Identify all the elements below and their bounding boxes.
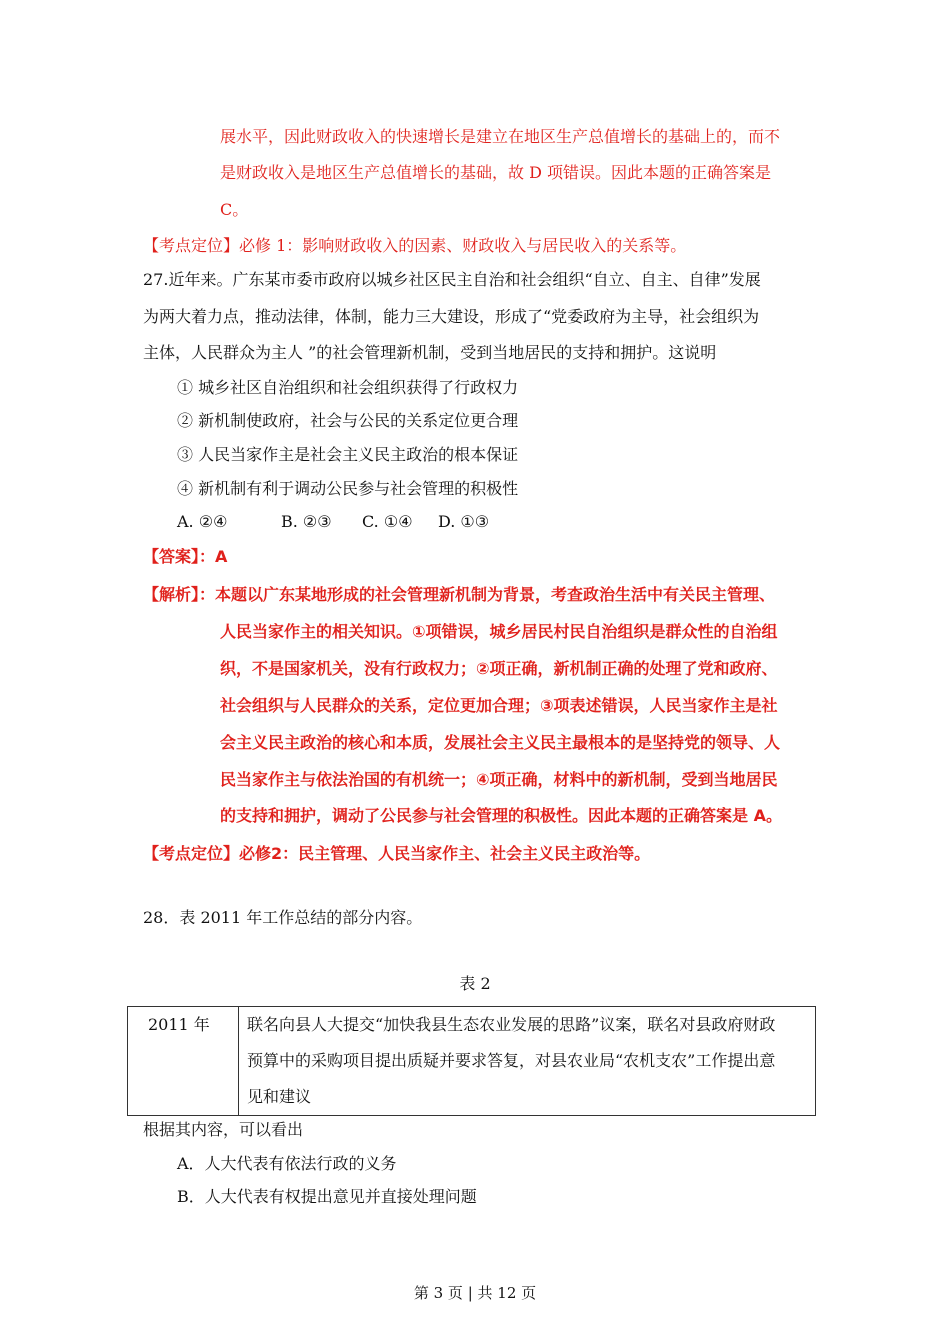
q27-stem-line-3: 主体，人民群众为主人 ”的社会管理新机制，受到当地居民的支持和拥护。这说明 xyxy=(143,343,717,362)
table-content-line-1: 联名向县人大提交“加快我县生态农业发展的思路”议案，联名对县政府财政 xyxy=(247,1015,776,1034)
kaodian-prev: 【考点定位】必修 1：影响财政收入的因素、财政收入与居民收入的关系等。 xyxy=(143,236,687,255)
table-content-cell xyxy=(239,1007,816,1116)
q28-option-a: A．人大代表有依法行政的义务 xyxy=(177,1154,397,1173)
q28-lead: 根据其内容，可以看出 xyxy=(143,1120,304,1139)
explanation-line-3: C。 xyxy=(220,200,249,219)
q28-stem: 28．表 2011 年工作总结的部分内容。 xyxy=(143,908,423,927)
q27-item-2: ② 新机制使政府，社会与公民的关系定位更合理 xyxy=(177,411,519,430)
q27-kaodian: 【考点定位】必修2：民主管理、人民当家作主、社会主义民主政治等。 xyxy=(143,844,651,863)
q27-analysis-line-3: 织，不是国家机关，没有行政权力；②项正确，新机制正确的处理了党和政府、 xyxy=(220,659,778,678)
table-content-line-2: 预算中的采购项目提出质疑并要求答复，对县农业局“农机支农”工作提出意 xyxy=(247,1051,776,1070)
q27-analysis-line-5: 会主义民主政治的核心和本质，发展社会主义民主最根本的是坚持党的领导、人 xyxy=(220,733,781,752)
q27-item-3: ③ 人民当家作主是社会主义民主政治的根本保证 xyxy=(177,445,519,464)
q27-choice-a: A. ②④ xyxy=(177,512,228,531)
table-title: 表 2 xyxy=(459,974,491,993)
q27-analysis-line-1: 【解析】：本题以广东某地形成的社会管理新机制为背景，考查政治生活中有关民主管理、 xyxy=(143,585,776,604)
page-footer: 第 3 页 | 共 12 页 xyxy=(413,1284,537,1302)
explanation-line-1: 展水平，因此财政收入的快速增长是建立在地区生产总值增长的基础上的，而不 xyxy=(220,127,781,146)
q28-option-b: B．人大代表有权提出意见并直接处理问题 xyxy=(177,1187,477,1206)
explanation-line-2: 是财政收入是地区生产总值增长的基础，故 D 项错误。因此本题的正确答案是 xyxy=(220,163,772,182)
q27-answer: 【答案】：A xyxy=(143,547,228,566)
q27-choice-d: D. ①③ xyxy=(438,512,490,531)
q27-analysis-line-6: 民当家作主与依法治国的有机统一；④项正确，材料中的新机制，受到当地居民 xyxy=(220,770,778,789)
q27-stem-line-1: 27.近年来。广东某市委市政府以城乡社区民主自治和社会组织“自立、自主、自律”发展 xyxy=(143,270,761,289)
summary-table xyxy=(127,1006,816,1116)
table-content-line-3: 见和建议 xyxy=(247,1087,312,1106)
q27-item-1: ① 城乡社区自治组织和社会组织获得了行政权力 xyxy=(177,378,519,397)
q27-analysis-line-7: 的支持和拥护，调动了公民参与社会管理的积极性。因此本题的正确答案是 A。 xyxy=(220,806,782,825)
table-row xyxy=(128,1007,816,1116)
q27-analysis-line-2: 人民当家作主的相关知识。①项错误，城乡居民村民自治组织是群众性的自治组 xyxy=(220,622,778,641)
q27-choice-b: B. ②③ xyxy=(281,512,332,531)
q27-item-4: ④ 新机制有利于调动公民参与社会管理的积极性 xyxy=(177,479,519,498)
table-year-cell: 2011 年 xyxy=(128,1007,239,1116)
q27-analysis-line-4: 社会组织与人民群众的关系，定位更加合理；③项表述错误，人民当家作主是社 xyxy=(220,696,778,715)
q27-stem-line-2: 为两大着力点，推动法律，体制，能力三大建设，形成了“党委政府为主导，社会组织为 xyxy=(143,307,760,326)
q27-choice-c: C. ①④ xyxy=(362,512,413,531)
